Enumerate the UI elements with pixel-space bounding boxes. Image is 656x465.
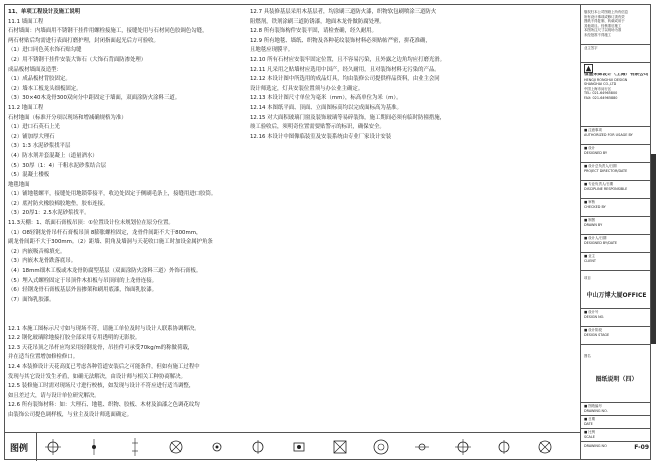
title-row: [581, 128, 652, 137]
recessed-light-icon: [454, 437, 472, 457]
note-line: 11.2 地面工程: [8, 104, 44, 111]
note-line: 12.15 对大面积玻璃门窗及装饰玻璃等易碎装饰，施工期间必须有临时防撞措施，: [250, 114, 446, 121]
spotlight-icon: [413, 437, 431, 457]
project-label: 项目: [584, 276, 591, 280]
note-line: （5）混凝土楼板: [8, 172, 50, 179]
note-line: 11、单项工程设计及施工说明: [8, 9, 81, 15]
row-divider: [581, 162, 651, 163]
note-line: 图纸不得复制、转载或用于: [584, 19, 625, 24]
row-divider: [581, 344, 651, 345]
title-row: [581, 146, 652, 155]
title-row-en: CHECKED BY: [584, 204, 606, 209]
title-row-zh: ■ 设计人/日期: [584, 236, 607, 240]
note-line: 所有设计事项或修订须有效: [584, 14, 625, 19]
note-line: 竣工验收后，须明奇位置需要贴警示的标识，确保安全。: [250, 124, 385, 131]
row-divider: [581, 326, 651, 327]
title-row-zh: ■ 设计: [584, 146, 596, 150]
note-line: （2）底衬防火橡胶棉胶地垫，胶布连接。: [8, 200, 109, 207]
firm-detail-line: FAX: 021-64965880: [584, 95, 618, 100]
note-line: 12.4 本装修设计天花高度已考虑各种管道安装后之可能条件，但如有施工过程中: [8, 363, 200, 370]
title-row-zh: ■ 比例: [584, 430, 596, 434]
note-line: 本图所注尺寸以现场为准: [584, 28, 622, 33]
ceiling-light-icon: [249, 437, 267, 457]
note-line: 12.12 本设计图中所选用的成品灯具，均由装修公司提供样品资料，由业主会同: [250, 76, 440, 83]
title-row: [581, 254, 652, 263]
owner-label: 业主签字: [584, 46, 598, 50]
spacer: [8, 305, 246, 315]
row-divider: [581, 270, 651, 271]
firm-detail-line: HENGJI RONGHUI DESIGN: [584, 77, 628, 82]
note-line: 两石材贴后均需进行表面打磨护理，封闭指面起光后方可验收。: [8, 37, 159, 44]
title-row-en: DATE: [584, 421, 593, 426]
note-line: 12.10 所有石材应安装牢固定位置，且不容易污染，且外露之边角均应打磨光滑。: [250, 56, 446, 63]
drawing-title-section: [581, 354, 652, 359]
title-block: [580, 4, 651, 460]
owner-signature: [581, 46, 652, 51]
note-line: 版权归本公司图纸上所有信息: [584, 10, 629, 14]
note-line: 11.3天棚：1、纸面石膏板吊顶：①位置设计位未规划位在原分位置。: [8, 220, 174, 227]
note-line: （1）进口同色英水饰石贴勾缝: [8, 47, 82, 54]
note-line: （1）铺地毯螺平，接缝处用地锁带接平，收边处固定于侧刷毛条上，接缝用进口胶筒。: [8, 191, 217, 198]
notes-column-right: [250, 8, 576, 142]
drawing-title-label: 图名: [584, 354, 591, 358]
note-line: 12.13 本设计图尺寸单位为毫米（mm），标高单位为米（m）。: [250, 95, 402, 102]
note-line: （2）墙本工板龙头细板固定。: [8, 85, 82, 92]
row-divider: [581, 216, 651, 217]
title-row-zh: ■ 专业负责人/日期: [584, 182, 614, 186]
note-line: 12.5 装修施工时需对现场尺寸进行校核，如发现与设计不符应进行适当调整，: [8, 383, 195, 390]
firm-detail-line: 中国上海市闵行区: [584, 86, 612, 91]
note-line: 未经批准不得施工: [584, 32, 612, 37]
row-divider: [581, 144, 651, 145]
row-divider: [581, 180, 651, 181]
title-row-en: DESIGNED BY/DATE: [584, 240, 618, 245]
title-row-zh: ■ 设计总负责人/日期: [584, 164, 617, 168]
note-line: 12.6 所有装饰材料：如：大理石、地毯、织物、胶板、木材及油漆之色调花纹均: [8, 402, 200, 409]
note-line: 12.16 本设计中图像临装室及安装系统由专业厂家设计安装: [250, 133, 392, 140]
note-line: 12.11 凡采用之贴墙材应选用中国产，经久耐用，且对装饰材料无污染的产品。: [250, 66, 440, 73]
title-row-zh: ■ 图纸编号: [584, 404, 602, 408]
copyright-notes: [581, 10, 652, 38]
sheet-number: F-09: [634, 444, 649, 451]
sheet-number-section: [581, 444, 652, 452]
title-row-en: SCALE: [584, 434, 595, 439]
note-line: （2）内嵌吸音棉填充。: [8, 248, 66, 255]
note-line: 其他项目。经核准后施工: [584, 23, 622, 28]
title-row-zh: ■ 日期: [584, 417, 596, 421]
downlight-icon: [208, 437, 226, 457]
speaker-icon: [290, 437, 308, 457]
grille-light-icon: [331, 437, 349, 457]
project-name: 中山万博大厦OFFICE: [586, 292, 647, 299]
title-row: [581, 182, 652, 191]
note-line: （1）进口石英石上光: [8, 124, 60, 131]
row-divider: [581, 428, 651, 429]
sheet-number-label: DRAWING NO: [584, 444, 607, 448]
title-row-zh: ■ 制图: [584, 218, 596, 222]
legend-divider: [36, 433, 37, 461]
note-line: （3）1:3 水泥砂浆找平层: [8, 143, 71, 150]
note-line: 且地毯应现膜平。: [250, 47, 294, 54]
title-row-en: DESIGNED BY: [584, 150, 608, 155]
project-section: [581, 276, 652, 281]
note-line: 由装饰公司提色调样板，与业主及设计师选面确定。: [8, 411, 132, 418]
title-row-zh: ■ 审核: [584, 200, 596, 204]
row-divider: [581, 415, 651, 416]
firm-detail-line: SHANGHAI CO.,LTD: [584, 82, 617, 87]
firm-name: 恒基荣辉设计（上海）有限公司: [584, 73, 649, 77]
title-row: [581, 328, 652, 337]
note-line: 石材墙面：内墙面用不锈钢干挂件用螺栓接施工，接缝处用与石材同色胶调色勾缝，: [8, 28, 208, 35]
title-row-zh: ■ 业主: [584, 254, 596, 258]
title-row-en: DESIGN STAGE: [584, 332, 610, 337]
firm-info: [581, 64, 652, 100]
firm-detail-line: TEL: 021-64965800: [584, 91, 618, 96]
firm-logo-icon: [584, 64, 593, 73]
note-line: （1）O8轻钢龙骨吊杆石膏板吊顶 8膨胀螺栓固定，龙骨件间距不大于800mm，: [8, 229, 202, 236]
fan-light-icon: [536, 437, 554, 457]
note-line: （1）成品板材背胶固定。: [8, 76, 71, 83]
firm-details: [584, 78, 649, 101]
note-line: 12.2 钢化玻璃除地接打胶全部采用专用透明的无影胶。: [8, 335, 141, 342]
note-line: 12.7 具装修基层采用木基层者，均涂刷三道防火漆，织物软包刷喷涂三道防火: [250, 9, 437, 15]
recessed-light-icon: [44, 437, 62, 457]
note-line: （4）防水剂并套混凝上（道量酒水）: [8, 152, 98, 159]
note-line: 并在适当位置增加修检修口。: [8, 354, 79, 361]
note-line: 成品板材墙面及造型：: [8, 66, 62, 73]
title-row: [581, 430, 652, 439]
title-row: [581, 200, 652, 209]
title-row: [581, 218, 652, 227]
note-line: 11.1 墙面工程: [8, 18, 44, 25]
title-row-en: DRAWN BY: [584, 222, 603, 227]
note-line: 如且差过大，请与设计单位研究解决。: [8, 392, 100, 399]
title-row-en: AUTHORIZED FOR USAGE BY: [584, 132, 633, 137]
title-row-en: DISCIPLINE RESPONSIBLE: [584, 186, 628, 191]
note-line: （4）18mm细木工板或木龙骨防腐型基层（双面涂防火涂料三道）外饰石膏板。: [8, 268, 202, 275]
note-line: （2）用不锈钢干挂件安装大饰石（大饰石背面防渗处理）: [8, 56, 147, 63]
row-divider: [581, 441, 651, 442]
title-row: [581, 404, 652, 413]
note-line: （5）30厚（1：4）干粗水泥砂浆结合层: [8, 162, 107, 169]
note-line: 设计师选定，灯具安装位置须与办公业主确定。: [250, 85, 364, 92]
title-row-en: DESIGN NO.: [584, 314, 605, 319]
title-row-en: PROJECT DIRECTOR/DATE: [584, 168, 628, 173]
note-line: 12.8 所有装饰构件安装平固，请检查确，经久耐用。: [250, 28, 377, 35]
title-row: [581, 236, 652, 245]
title-row: [581, 310, 652, 319]
note-line: 阻燃剂，铁剂涂刷三道防锈漆，地面木龙骨做防腐处理。: [250, 18, 385, 25]
note-line: 石材地面（标准开分项以现场和增减确规格为准）: [8, 114, 127, 121]
note-line: 地毯地面: [8, 181, 30, 188]
pendant-light-icon: [126, 437, 144, 457]
note-line: 12.1 本施工图标示尺寸如与现场不符，请施工单位及时与设计人联系协调解决。: [8, 325, 200, 332]
title-row-zh: ■ 设计阶段: [584, 328, 602, 332]
title-row-zh: ■ 注意事项: [584, 128, 602, 132]
note-line: （3）30×40木龙骨300双向分中距固定于墙面，双面涂防火涂料三道。: [8, 95, 181, 102]
fan-light-icon: [167, 437, 185, 457]
title-row-en: DRAWING NO.: [584, 408, 608, 413]
design-notes-area: [8, 8, 580, 432]
note-line: 12.14 本图纸平面、顶面、立面图标高均以完成面标高为基准。: [250, 104, 402, 111]
note-line: 发现与其它设计发生矛盾，如确无法解决，由设计师与相关工种协商解决。: [8, 373, 186, 380]
wall-light-icon: [85, 437, 103, 457]
note-line: 12.9 所有地毯、墙纸、织物及各种花纹装饰材料必须贴帖严密，拼花准确，: [250, 37, 431, 44]
edge-strip: [651, 4, 656, 460]
chandelier-icon: [372, 437, 390, 457]
title-row-en: CLIENT: [584, 258, 597, 263]
title-row: [581, 164, 652, 173]
note-line: （2）铺加厚大理石: [8, 133, 55, 140]
row-divider: [581, 198, 651, 199]
title-row-zh: ■ 设计号: [584, 310, 599, 314]
legend-bar: [4, 432, 581, 461]
ceiling-light-icon: [495, 437, 513, 457]
note-line: （5）埋入式螺栓固定于吊顶件木扣板与吊顶间的上龙骨连接。: [8, 277, 157, 284]
note-line: （7）面饰乳胶漆。: [8, 296, 55, 303]
note-line: （3）内嵌木龙骨跌落底吊。: [8, 258, 77, 265]
note-line: 12.3 天花吊顶之吊杆应均采用轻钢龙骨，吊挂件可承受70kg/m的称做荷载，: [8, 344, 194, 351]
notes-column-left: [8, 8, 246, 421]
note-line: （3）20厚1：2.5水泥砂浆找平。: [8, 210, 90, 217]
title-row: [581, 417, 652, 426]
spacer: [8, 315, 246, 325]
note-line: （6）轻钢龙骨石膏板基层外齿掺架和刷用底漆，饰面乳胶漆。: [8, 287, 157, 294]
drawing-title: 图纸说明（四）: [595, 376, 638, 383]
row-divider: [581, 252, 651, 253]
row-divider: [581, 234, 651, 235]
note-line: 副龙骨间距不大于300mm。（2）距墙、阴角及墙洞与天花收口施工时加设金属护角条: [8, 239, 213, 246]
legend-title: 图例: [10, 444, 29, 454]
